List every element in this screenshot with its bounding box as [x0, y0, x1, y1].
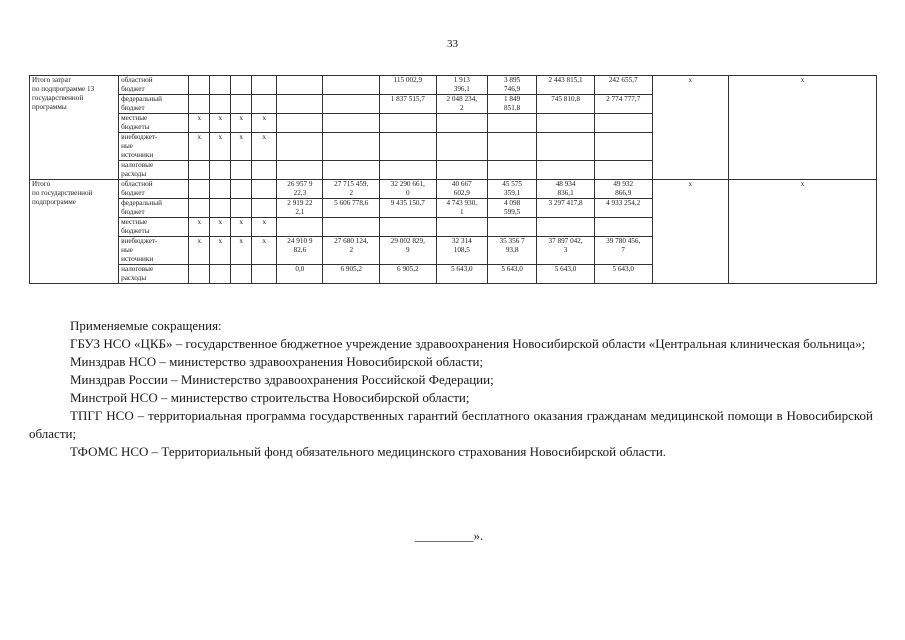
value-cell: 5 643,0: [594, 265, 652, 284]
value-cell: [537, 161, 595, 180]
value-cell: [189, 76, 210, 95]
value-cell: [231, 180, 252, 199]
value-cell: [252, 161, 277, 180]
value-cell: 29 002 829, 9: [380, 237, 437, 265]
value-cell: 0,0: [277, 265, 323, 284]
page-number: 33: [447, 38, 458, 50]
value-cell: [277, 133, 323, 161]
value-cell: 3 895 746,9: [487, 76, 536, 95]
value-cell: [189, 265, 210, 284]
value-cell: х: [252, 114, 277, 133]
value-cell: [277, 218, 323, 237]
value-cell: 39 780 456, 7: [594, 237, 652, 265]
value-cell: [189, 199, 210, 218]
value-cell: [252, 265, 277, 284]
value-cell: [210, 199, 231, 218]
value-cell: [594, 218, 652, 237]
funding-source-cell: местные бюджеты: [119, 114, 189, 133]
value-cell: [380, 218, 437, 237]
value-cell: 40 667 602,9: [436, 180, 487, 199]
value-cell: [487, 133, 536, 161]
value-cell: [231, 199, 252, 218]
value-cell: х: [729, 76, 877, 180]
value-cell: [323, 161, 380, 180]
value-cell: [231, 76, 252, 95]
funding-source-cell: федеральный бюджет: [119, 95, 189, 114]
value-cell: 37 897 042, 3: [537, 237, 595, 265]
value-cell: х: [252, 237, 277, 265]
value-cell: х: [231, 237, 252, 265]
funding-source-cell: областной бюджет: [119, 76, 189, 95]
value-cell: х: [210, 218, 231, 237]
value-cell: 4 933 254,2: [594, 199, 652, 218]
budget-table: [29, 75, 877, 284]
value-cell: [252, 180, 277, 199]
value-cell: 2 048 234, 2: [436, 95, 487, 114]
value-cell: [436, 161, 487, 180]
value-cell: х: [252, 133, 277, 161]
value-cell: 26 957 9 22,3: [277, 180, 323, 199]
value-cell: х: [231, 114, 252, 133]
table-row: [30, 76, 877, 95]
value-cell: 45 575 359,1: [487, 180, 536, 199]
value-cell: 48 934 836,1: [537, 180, 595, 199]
value-cell: 4 743 930, 1: [436, 199, 487, 218]
value-cell: 2 443 815,1: [537, 76, 595, 95]
value-cell: х: [210, 133, 231, 161]
value-cell: 745 810,8: [537, 95, 595, 114]
value-cell: [252, 199, 277, 218]
value-cell: [537, 114, 595, 133]
value-cell: х: [652, 180, 729, 284]
value-cell: 49 932 866,9: [594, 180, 652, 199]
value-cell: 4 098 599,5: [487, 199, 536, 218]
value-cell: [210, 180, 231, 199]
value-cell: 2 774 777,7: [594, 95, 652, 114]
abbreviation-item: ГБУЗ НСО «ЦКБ» – государственное бюджетное учреждение здравоохранения Новосибирской области «Центральная клиническая больница»;: [70, 336, 866, 351]
abbreviation-item: Минздрав России – Министерство здравоохранения Российской Федерации;: [70, 372, 494, 387]
funding-source-cell: местные бюджеты: [119, 218, 189, 237]
value-cell: х: [231, 218, 252, 237]
abbreviation-item: Минздрав НСО – министерство здравоохранения Новосибирской области;: [70, 354, 484, 369]
value-cell: х: [231, 133, 252, 161]
value-cell: [323, 76, 380, 95]
value-cell: [594, 114, 652, 133]
group-label-cell: Итого затрат по подпрограмме 13 государственной программы: [30, 76, 119, 180]
value-cell: [487, 114, 536, 133]
value-cell: [277, 95, 323, 114]
value-cell: [210, 76, 231, 95]
value-cell: х: [189, 218, 210, 237]
abbreviation-item: ТФОМС НСО – Территориальный фонд обязательного медицинского страхования Новосибирской области.: [70, 444, 667, 459]
value-cell: [436, 218, 487, 237]
value-cell: [436, 133, 487, 161]
value-cell: 27 680 124, 2: [323, 237, 380, 265]
abbreviation-item: ТПГГ НСО – территориальная программа государственных гарантий бесплатного оказания гражданам медицинской помощи в Новосибирской области;: [29, 408, 873, 441]
funding-source-cell: федеральный бюджет: [119, 199, 189, 218]
value-cell: х: [189, 237, 210, 265]
value-cell: [323, 218, 380, 237]
value-cell: [380, 114, 437, 133]
abbreviations-heading: Применяемые сокращения:: [70, 318, 222, 333]
value-cell: [189, 180, 210, 199]
value-cell: [537, 133, 595, 161]
value-cell: 5 643,0: [537, 265, 595, 284]
value-cell: 5 643,0: [436, 265, 487, 284]
value-cell: [231, 161, 252, 180]
value-cell: 27 715 459, 2: [323, 180, 380, 199]
value-cell: [594, 161, 652, 180]
value-cell: х: [652, 76, 729, 180]
value-cell: [277, 161, 323, 180]
value-cell: [323, 114, 380, 133]
value-cell: 6 905,2: [323, 265, 380, 284]
value-cell: 115 002,9: [380, 76, 437, 95]
value-cell: 32 314 108,5: [436, 237, 487, 265]
value-cell: [537, 218, 595, 237]
value-cell: [594, 133, 652, 161]
value-cell: [436, 114, 487, 133]
value-cell: 1 913 396,1: [436, 76, 487, 95]
funding-source-cell: налоговые расходы: [119, 265, 189, 284]
table-row: [30, 180, 877, 199]
value-cell: 32 290 661, 0: [380, 180, 437, 199]
value-cell: 1 837 515,7: [380, 95, 437, 114]
value-cell: 2 919 22 2,1: [277, 199, 323, 218]
value-cell: х: [189, 133, 210, 161]
value-cell: [210, 95, 231, 114]
value-cell: [277, 114, 323, 133]
value-cell: 5 606 778,6: [323, 199, 380, 218]
abbreviations-section: [29, 317, 873, 461]
value-cell: 3 297 417,8: [537, 199, 595, 218]
value-cell: х: [252, 218, 277, 237]
value-cell: [210, 161, 231, 180]
value-cell: [231, 265, 252, 284]
value-cell: [210, 265, 231, 284]
value-cell: [189, 95, 210, 114]
value-cell: х: [189, 114, 210, 133]
value-cell: [277, 76, 323, 95]
group-label-cell: Итого по государственной подпрограмме: [30, 180, 119, 284]
value-cell: х: [210, 114, 231, 133]
value-cell: 6 905,2: [380, 265, 437, 284]
value-cell: [323, 133, 380, 161]
value-cell: 242 655,7: [594, 76, 652, 95]
funding-source-cell: внебюджет- ные источники: [119, 237, 189, 265]
value-cell: [487, 218, 536, 237]
value-cell: х: [729, 180, 877, 284]
value-cell: 9 435 150,7: [380, 199, 437, 218]
value-cell: 35 356 7 93,8: [487, 237, 536, 265]
value-cell: 5 643,0: [487, 265, 536, 284]
value-cell: [189, 161, 210, 180]
abbreviation-item: Минстрой НСО – министерство строительства Новосибирской области;: [70, 390, 470, 405]
value-cell: [380, 161, 437, 180]
funding-source-cell: областной бюджет: [119, 180, 189, 199]
funding-source-cell: внебюджет- ные источники: [119, 133, 189, 161]
value-cell: [252, 95, 277, 114]
value-cell: х: [210, 237, 231, 265]
funding-source-cell: налоговые расходы: [119, 161, 189, 180]
value-cell: [323, 95, 380, 114]
value-cell: [252, 76, 277, 95]
value-cell: [380, 133, 437, 161]
value-cell: 1 849 851,8: [487, 95, 536, 114]
closing-mark: _________».: [415, 528, 484, 543]
value-cell: 24 910 9 82,6: [277, 237, 323, 265]
value-cell: [231, 95, 252, 114]
value-cell: [487, 161, 536, 180]
